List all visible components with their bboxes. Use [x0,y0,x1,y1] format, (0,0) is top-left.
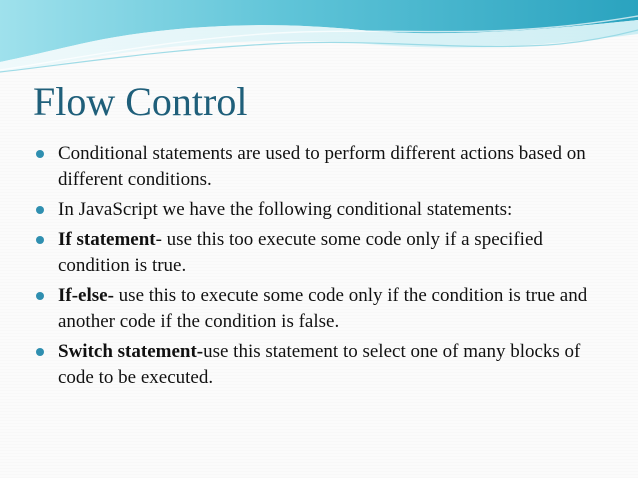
bullet-item [36,197,596,223]
bullet-dot-icon [36,206,44,214]
header-wave-decoration [0,0,638,80]
bullet-dot-icon [36,348,44,356]
bullet-bold-text: Switch statement- [58,341,204,362]
bullet-text: In JavaScript we have the following conditional statements: [58,199,513,220]
bullet-item [36,227,596,279]
bullet-text: use this to execute some code only if the condition is true and another code if the condition is false. [58,285,588,332]
bullet-dot-icon [36,150,44,158]
bullet-dot-icon [36,236,44,244]
bullet-bold-text: If-else- [58,285,114,306]
bullet-item [36,141,596,193]
bullet-text: Conditional statements are used to perform different actions based on different conditions. [58,143,586,190]
bullet-text: - use this too execute some code only if a specified condition is true. [58,229,543,276]
bullet-bold-text: If statement [58,229,156,250]
bullet-item [36,283,596,335]
bullet-list [36,141,596,395]
slide-title: Flow Control [33,79,248,124]
bullet-dot-icon [36,292,44,300]
bullet-text: use this statement to select one of many blocks of code to be executed. [58,341,581,388]
bullet-item [36,339,596,391]
